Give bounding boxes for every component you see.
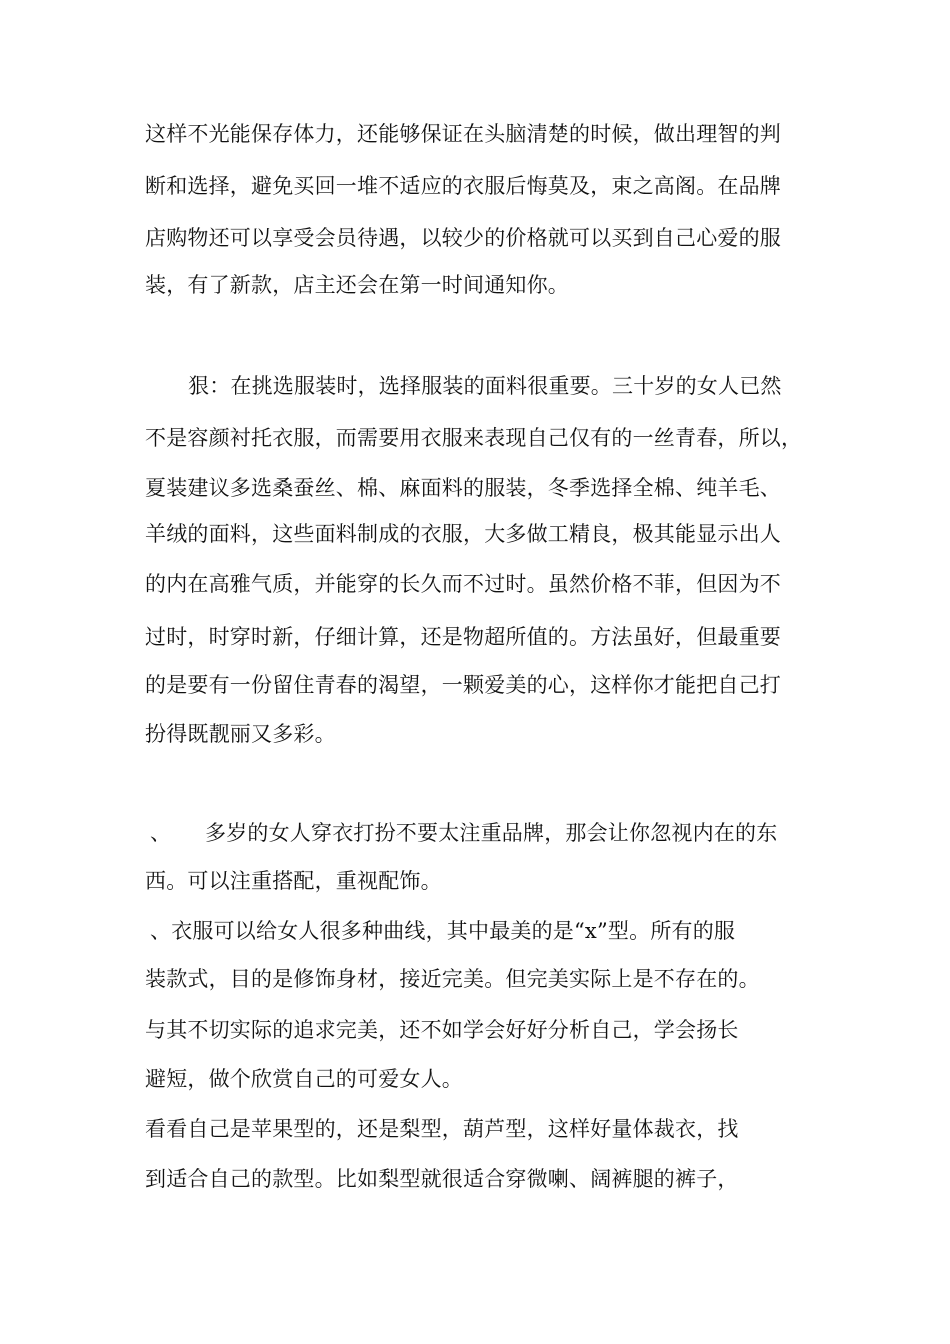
paragraph2-line-6: 过时，时穿时新，仔细计算，还是物超所值的。方法虽好，但最重要 xyxy=(145,625,781,649)
paragraph5-line-2: 到适合自己的款型。比如梨型就很适合穿微喇、阔裤腿的裤子， xyxy=(145,1167,739,1191)
paragraph2-line-3: 夏装建议多选桑蚕丝、棉、麻面料的服装，冬季选择全棉、纯羊毛、 xyxy=(145,476,781,500)
paragraph1-line-3: 店购物还可以享受会员待遇，以较少的价格就可以买到自己心爱的服 xyxy=(145,226,781,250)
paragraph2-line-4: 羊绒的面料，这些面料制成的衣服，大多做工精良，极其能显示出人 xyxy=(145,522,781,546)
paragraph5-line-1: 看看自己是苹果型的，还是梨型，葫芦型，这样好量体裁衣，找 xyxy=(145,1117,739,1141)
paragraph2-line-8: 扮得既靓丽又多彩。 xyxy=(145,722,336,746)
paragraph1-line-2: 断和选择，避免买回一堆不适应的衣服后悔莫及，束之高阁。在品牌 xyxy=(145,174,781,198)
paragraph1-line-1: 这样不光能保存体力，还能够保证在头脑清楚的时候，做出理智的判 xyxy=(145,122,781,146)
item4-line-3: 与其不切实际的追求完美，还不如学会好好分析自己，学会扬长 xyxy=(145,1018,739,1042)
item3-line-1: 多岁的女人穿衣打扮不要太注重品牌，那会让你忽视内在的东 xyxy=(205,821,778,845)
item4-line-4: 避短，做个欣赏自己的可爱女人。 xyxy=(145,1067,463,1091)
paragraph2-line-7: 的是要有一份留住青春的渴望，一颗爱美的心，这样你才能把自己打 xyxy=(145,673,781,697)
paragraph2-line-5: 的内在高雅气质，并能穿的长久而不过时。虽然价格不菲，但因为不 xyxy=(145,572,781,596)
paragraph1-line-4: 装，有了新款，店主还会在第一时间通知你。 xyxy=(145,273,569,297)
item4-line-1: 、衣服可以给女人很多种曲线，其中最美的是“x”型。所有的服 xyxy=(150,919,736,943)
item4-line-2: 装款式，目的是修饰身材，接近完美。但完美实际上是不存在的。 xyxy=(145,967,760,991)
paragraph2-line-1: 狠：在挑选服装时，选择服装的面料很重要。三十岁的女人已然 xyxy=(188,374,782,398)
paragraph2-line-2: 不是容颜衬托衣服，而需要用衣服来表现自己仅有的一丝青春，所以， xyxy=(145,426,803,450)
item3-line-2: 西。可以注重搭配，重视配饰。 xyxy=(145,869,442,893)
item3-marker: 、 xyxy=(150,821,172,845)
